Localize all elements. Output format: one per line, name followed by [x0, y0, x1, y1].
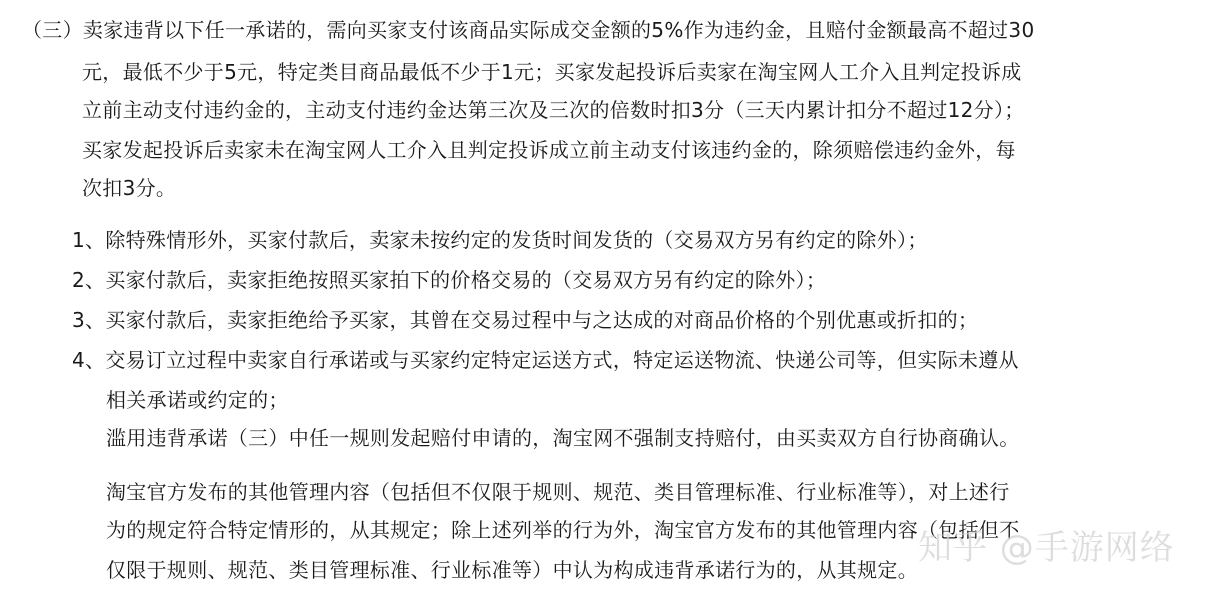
list-item-3: 3、买家付款后，卖家拒绝给予买家，其曾在交易过程中与之达成的对商品价格的个别优惠或折扣的； [72, 308, 979, 332]
other-content-line-1: 淘宝官方发布的其他管理内容（包括但不仅限于规则、规范、类目管理标准、行业标准等），对上述行 [106, 480, 1010, 504]
list-item-2: 2、买家付款后，卖家拒绝按照买家拍下的价格交易的（交易双方另有约定的除外）； [72, 268, 827, 292]
other-content-line-2: 为的规定符合特定情形的，从其规定；除上述列举的行为外，淘宝官方发布的其他管理内容（包括但不 [106, 518, 1020, 542]
list-item-4-continuation: 相关承诺或约定的； [106, 388, 289, 412]
section-heading-line-5: 次扣3分。 [82, 176, 177, 200]
list-item-1: 1、除特殊情形外，买家付款后，卖家未按约定的发货时间发货的（交易双方另有约定的除外）； [72, 228, 928, 252]
watermark: 知乎 @手游网络 [918, 528, 1175, 568]
abuse-note: 滥用违背承诺（三）中任一规则发起赔付申请的，淘宝网不强制支持赔付，由买卖双方自行协商确认。 [106, 426, 1020, 450]
section-heading-line-1: （三）卖家违背以下任一承诺的，需向买家支付该商品实际成交金额的5%作为违约金，且赔付金额最高不超过30 [22, 18, 1035, 42]
other-content-line-3: 仅限于规则、规范、类目管理标准、行业标准等）中认为构成违背承诺行为的，从其规定。 [106, 558, 918, 582]
section-heading-line-4: 买家发起投诉后卖家未在淘宝网人工介入且判定投诉成立前主动支付该违约金的，除须赔偿违约金外，每 [82, 138, 1016, 162]
section-heading-line-3: 立前主动支付违约金的，主动支付违约金达第三次及三次的倍数时扣3分（三天内累计扣分不超过12分）； [82, 98, 1025, 122]
section-heading-line-2: 元，最低不少于5元，特定类目商品最低不少于1元；买家发起投诉后卖家在淘宝网人工介入且判定投诉成 [82, 60, 1022, 84]
list-item-4: 4、交易订立过程中卖家自行承诺或与买家约定特定运送方式，特定运送物流、快递公司等，但实际未遵从 [72, 348, 1019, 372]
